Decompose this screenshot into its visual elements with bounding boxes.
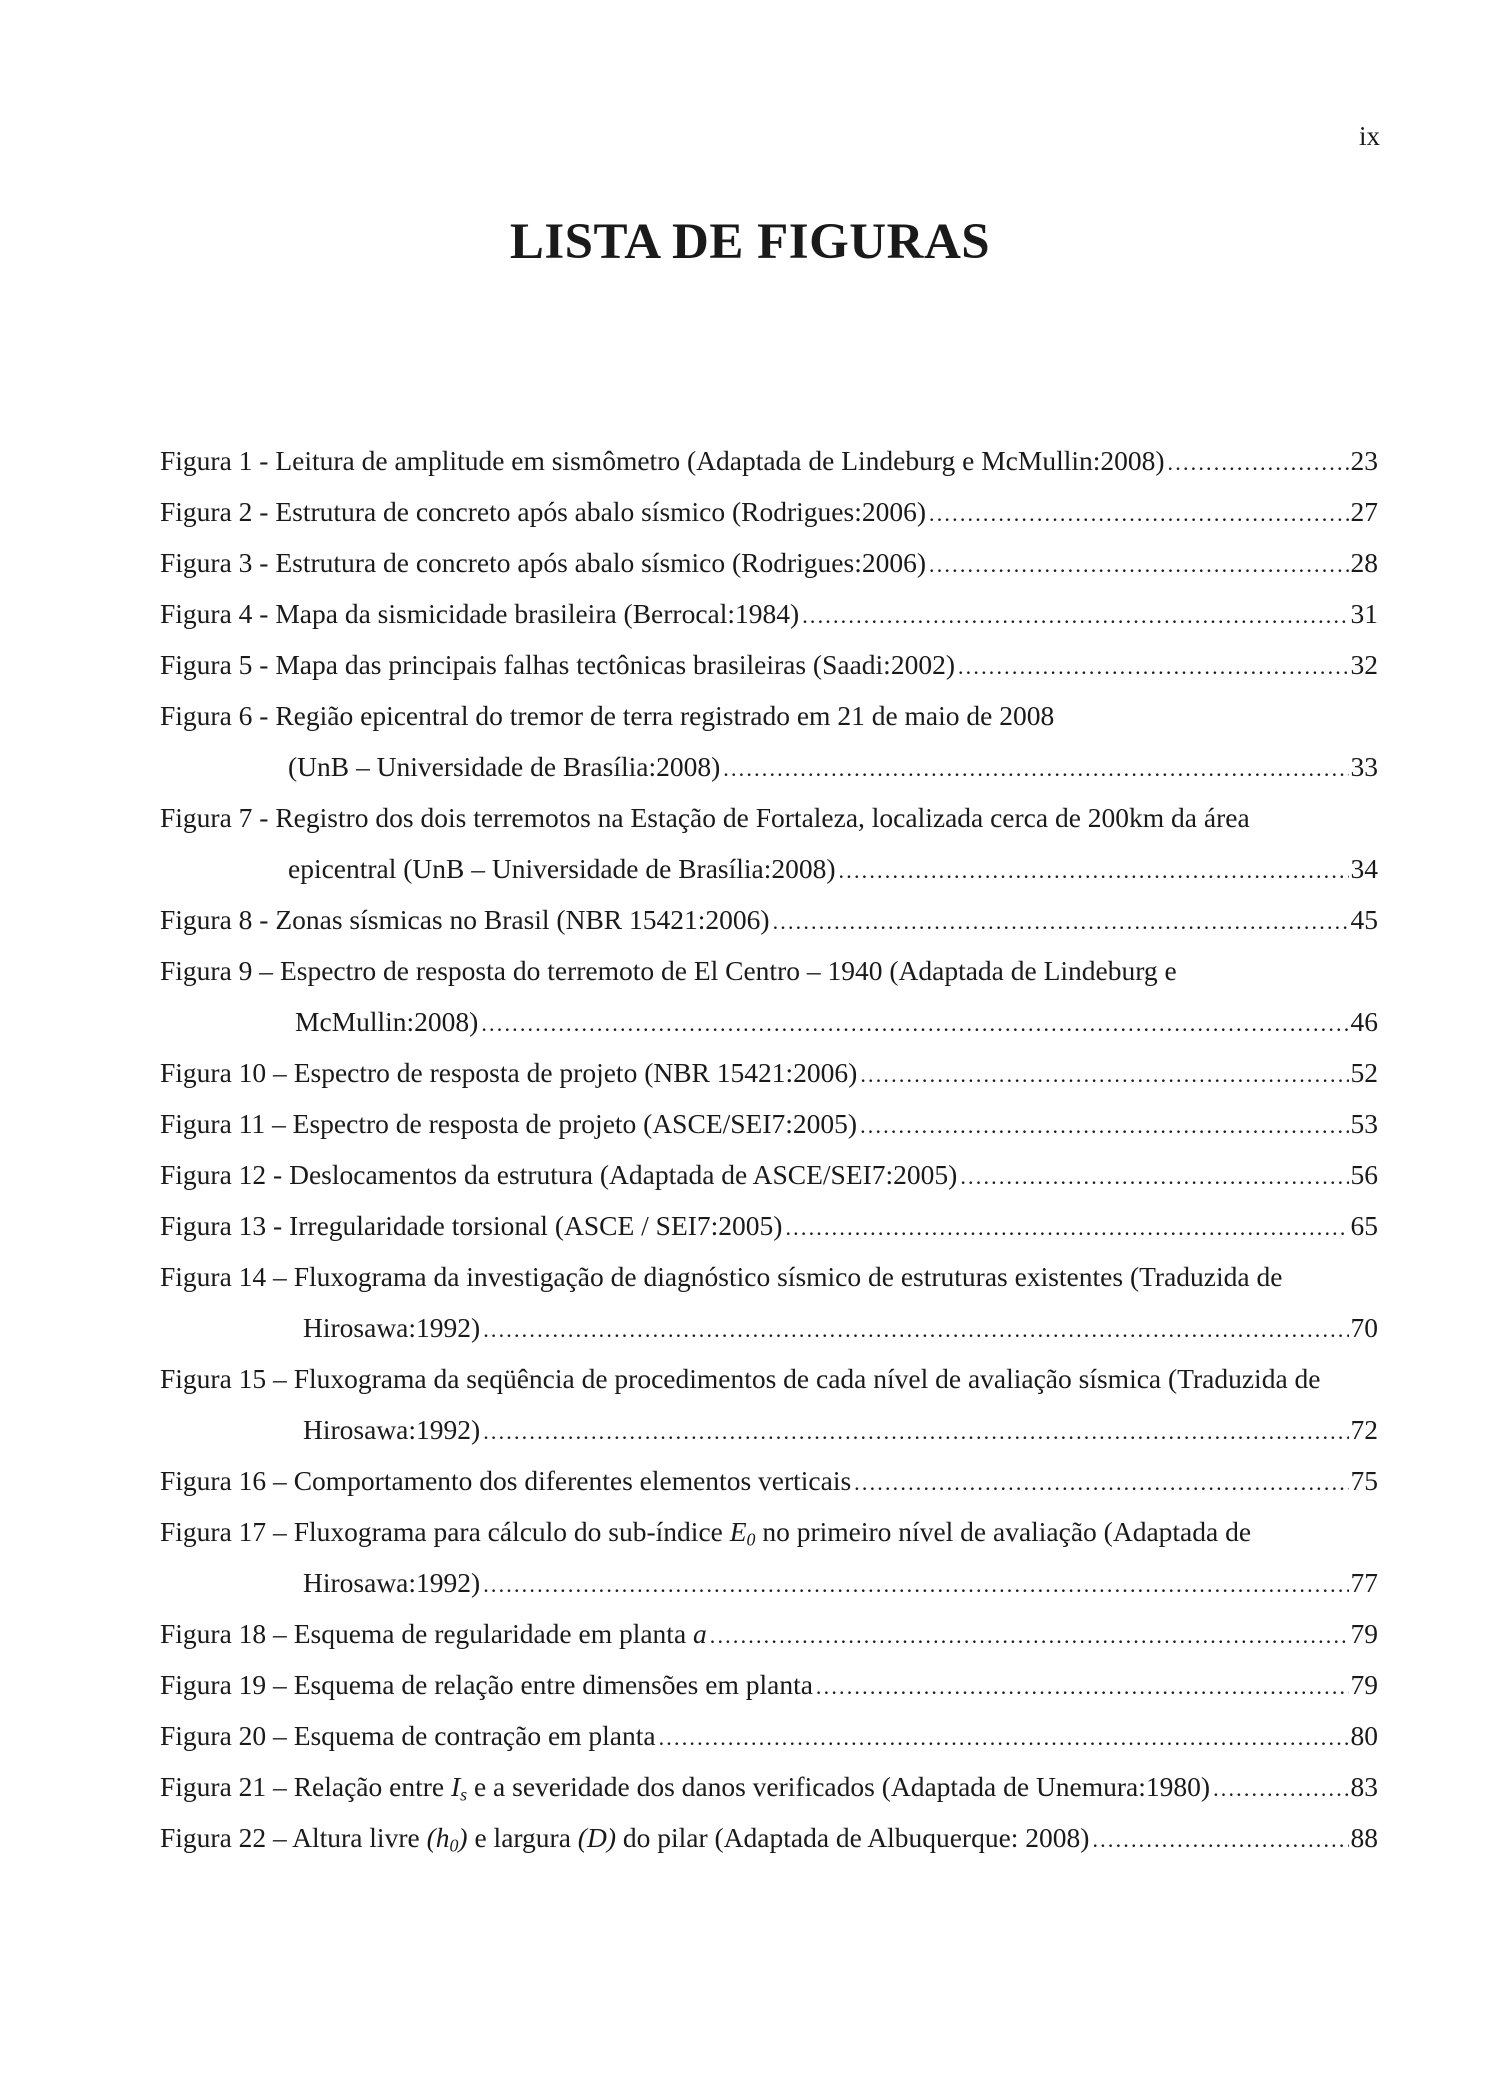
figure-page-number: 80	[1350, 1720, 1378, 1751]
figure-entry-9-cont[interactable]	[160, 1004, 1378, 1055]
page-title: LISTA DE FIGURAS	[509, 214, 991, 270]
figure-label: Figura 10 –	[160, 1057, 294, 1088]
figure-label: Figura 17 –	[160, 1516, 294, 1547]
figure-caption: Figura 10 – Espectro de resposta de projeto (NBR 15421:2006)	[160, 1057, 858, 1088]
figure-page-number: 65	[1350, 1210, 1378, 1241]
dot-leader	[860, 1057, 1348, 1093]
figure-caption: Figura 14 – Fluxograma da investigação de diagnóstico sísmico de estruturas existentes (Traduzida de	[160, 1261, 1283, 1292]
figure-label: Figura 2 -	[160, 496, 276, 527]
figure-page-number: 32	[1350, 649, 1378, 680]
figure-label: Figura 7 -	[160, 802, 276, 833]
figure-entry-20[interactable]	[160, 1718, 1378, 1769]
figure-entry-2[interactable]	[160, 494, 1378, 545]
figure-entry-4[interactable]	[160, 596, 1378, 647]
figure-caption: Figura 11 – Espectro de resposta de projeto (ASCE/SEI7:2005)	[160, 1108, 858, 1139]
figure-caption: Figura 20 – Esquema de contração em planta	[160, 1720, 656, 1751]
figure-entry-11[interactable]	[160, 1106, 1378, 1157]
figure-page-number: 88	[1350, 1822, 1378, 1853]
figure-entry-17[interactable]	[160, 1514, 1378, 1565]
figure-entry-14-cont[interactable]	[160, 1310, 1378, 1361]
figure-page-number: 77	[1350, 1567, 1378, 1598]
dot-leader	[802, 598, 1348, 634]
figure-page-number: 79	[1350, 1669, 1378, 1700]
figure-page-number: 52	[1350, 1057, 1378, 1088]
figure-label: Figura 3 -	[160, 547, 276, 578]
figure-page-number: 28	[1350, 547, 1378, 578]
figure-page-number: 75	[1350, 1465, 1378, 1496]
figure-entry-3[interactable]	[160, 545, 1378, 596]
figure-entry-7-cont[interactable]	[160, 851, 1378, 902]
figure-label: Figura 1 -	[160, 445, 276, 476]
figure-entry-7[interactable]	[160, 800, 1378, 851]
figure-page-number: 27	[1350, 496, 1378, 527]
figure-page-number: 56	[1350, 1159, 1378, 1190]
figure-page-number: 70	[1350, 1312, 1378, 1343]
dot-leader	[854, 1465, 1348, 1501]
figure-label: Figura 11 –	[160, 1108, 293, 1139]
figure-caption: Figura 15 – Fluxograma da seqüência de procedimentos de cada nível de avaliação sísmica (Traduzida de	[160, 1363, 1321, 1394]
figure-entry-14[interactable]	[160, 1259, 1378, 1310]
figure-label: Figura 16 –	[160, 1465, 294, 1496]
figure-entry-22[interactable]	[160, 1820, 1378, 1871]
dot-leader	[481, 1006, 1348, 1042]
figure-page-number: 79	[1350, 1618, 1378, 1649]
figure-list	[160, 443, 1378, 1871]
figure-caption: Figura 5 - Mapa das principais falhas tectônicas brasileiras (Saadi:2002)	[160, 649, 955, 680]
figure-label: Figura 6 -	[160, 700, 276, 731]
figure-label: Figura 4 -	[160, 598, 276, 629]
figure-entry-21[interactable]	[160, 1769, 1378, 1820]
figure-caption: Figura 9 – Espectro de resposta do terremoto de El Centro – 1940 (Adaptada de Lindeburg e	[160, 955, 1177, 986]
figure-entry-16[interactable]	[160, 1463, 1378, 1514]
figure-page-number: 33	[1350, 751, 1378, 782]
dot-leader	[483, 1414, 1348, 1450]
figure-entry-15[interactable]	[160, 1361, 1378, 1412]
figure-caption: Figura 16 – Comportamento dos diferentes elementos verticais	[160, 1465, 852, 1496]
figure-entry-18[interactable]	[160, 1616, 1378, 1667]
figure-label: Figura 15 –	[160, 1363, 294, 1394]
dot-leader	[860, 1108, 1348, 1144]
figure-entry-6-cont[interactable]	[160, 749, 1378, 800]
dot-leader	[1213, 1771, 1348, 1807]
dot-leader	[1092, 1822, 1348, 1858]
figure-label: Figura 22 –	[160, 1822, 293, 1853]
figure-label: Figura 14 –	[160, 1261, 294, 1292]
dot-leader	[710, 1618, 1349, 1654]
figure-page-number: 46	[1350, 1006, 1378, 1037]
dot-leader	[483, 1312, 1348, 1348]
figure-caption: Hirosawa:1992)	[303, 1567, 481, 1598]
figure-caption: Figura 4 - Mapa da sismicidade brasileira (Berrocal:1984)	[160, 598, 800, 629]
dot-leader	[960, 1159, 1348, 1195]
page-number: ix	[1358, 121, 1380, 151]
dot-leader	[785, 1210, 1348, 1246]
figure-caption: Figura 13 - Irregularidade torsional (ASCE / SEI7:2005)	[160, 1210, 783, 1241]
figure-entry-12[interactable]	[160, 1157, 1378, 1208]
figure-caption: Figura 6 - Região epicentral do tremor de terra registrado em 21 de maio de 2008	[160, 700, 1055, 731]
figure-caption: Figura 17 – Fluxograma para cálculo do sub-índice $E_0$ no primeiro nível de avaliação (Adaptada de	[160, 1516, 1252, 1550]
figure-page-number: 72	[1350, 1414, 1378, 1445]
dot-leader	[929, 547, 1348, 583]
figure-page-number: 23	[1350, 445, 1378, 476]
dot-leader	[839, 853, 1349, 889]
figure-page-number: 45	[1350, 904, 1378, 935]
figure-page-number: 53	[1350, 1108, 1378, 1139]
figure-entry-9[interactable]	[160, 953, 1378, 1004]
figure-caption: Hirosawa:1992)	[303, 1414, 481, 1445]
figure-caption: Figura 3 - Estrutura de concreto após abalo sísmico (Rodrigues:2006)	[160, 547, 927, 578]
dot-leader	[1168, 445, 1349, 481]
figure-label: Figura 19 –	[160, 1669, 294, 1700]
figure-entry-15-cont[interactable]	[160, 1412, 1378, 1463]
dot-leader	[723, 751, 1348, 787]
figure-caption: Figura 7 - Registro dos dois terremotos na Estação de Fortaleza, localizada cerca de 200km da área	[160, 802, 1250, 833]
figure-entry-6[interactable]	[160, 698, 1378, 749]
figure-label: Figura 21 –	[160, 1771, 294, 1802]
figure-label: Figura 9 –	[160, 955, 280, 986]
figure-caption: Figura 1 - Leitura de amplitude em sismômetro (Adaptada de Lindeburg e McMullin:2008)	[160, 445, 1165, 476]
figure-entry-10[interactable]	[160, 1055, 1378, 1106]
figure-entry-19[interactable]	[160, 1667, 1378, 1718]
dot-leader	[958, 649, 1349, 685]
figure-entry-8[interactable]	[160, 902, 1378, 953]
dot-leader	[773, 904, 1349, 940]
figure-label: Figura 8 -	[160, 904, 276, 935]
figure-caption: epicentral (UnB – Universidade de Brasília:2008)	[288, 853, 836, 884]
figure-caption: McMullin:2008)	[295, 1006, 479, 1037]
figure-caption: Hirosawa:1992)	[303, 1312, 481, 1343]
figure-label: Figura 13 -	[160, 1210, 290, 1241]
figure-label: Figura 18 –	[160, 1618, 294, 1649]
figure-page-number: 34	[1350, 853, 1378, 884]
figure-page-number: 83	[1350, 1771, 1378, 1802]
figure-entry-13[interactable]	[160, 1208, 1378, 1259]
figure-label: Figura 12 -	[160, 1159, 290, 1190]
figure-entry-1[interactable]	[160, 443, 1378, 494]
figure-caption: Figura 22 – Altura livre $(h_0)$ e largura (D) do pilar (Adaptada de Albuquerque: 2008)	[160, 1822, 1090, 1856]
figure-label: Figura 5 -	[160, 649, 276, 680]
figure-label: Figura 20 –	[160, 1720, 294, 1751]
dot-leader	[483, 1567, 1348, 1603]
figure-caption: Figura 18 – Esquema de regularidade em planta a	[160, 1618, 707, 1649]
figure-caption: Figura 12 - Deslocamentos da estrutura (Adaptada de ASCE/SEI7:2005)	[160, 1159, 958, 1190]
figure-caption: Figura 21 – Relação entre $I_s$ e a severidade dos danos verificados (Adaptada de Unemura:1980)	[160, 1771, 1211, 1805]
dot-leader	[659, 1720, 1349, 1756]
dot-leader	[929, 496, 1348, 532]
figure-entry-17-cont[interactable]	[160, 1565, 1378, 1616]
figure-caption: Figura 8 - Zonas sísmicas no Brasil (NBR 15421:2006)	[160, 904, 770, 935]
dot-leader	[816, 1669, 1349, 1705]
figure-page-number: 31	[1350, 598, 1378, 629]
figure-entry-5[interactable]	[160, 647, 1378, 698]
figure-caption: Figura 19 – Esquema de relação entre dimensões em planta	[160, 1669, 813, 1700]
figure-caption: Figura 2 - Estrutura de concreto após abalo sísmico (Rodrigues:2006)	[160, 496, 927, 527]
figure-caption: (UnB – Universidade de Brasília:2008)	[288, 751, 721, 782]
